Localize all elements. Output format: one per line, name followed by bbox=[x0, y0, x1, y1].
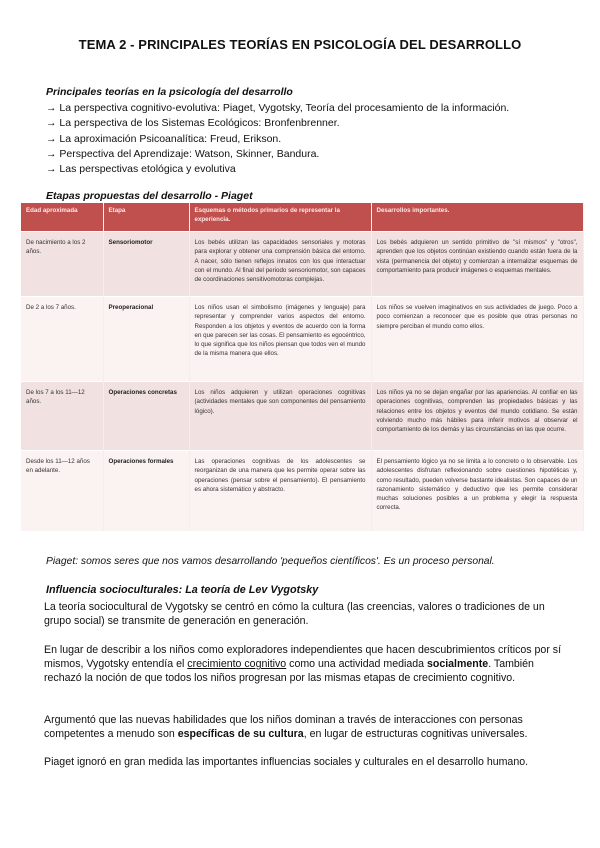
column-header: Desarrollos importantes. bbox=[371, 203, 583, 232]
list-item: → Las perspectivas etológica y evolutiva bbox=[46, 163, 236, 176]
list-item: → La aproximación Psicoanalítica: Freud, Erikson. bbox=[46, 132, 282, 145]
paragraph-text: como una actividad mediada bbox=[286, 658, 427, 671]
developments-cell: Los niños ya no se dejan engañar por las apariencias. Al confiar en las operaciones cognitivas, comprenden las propiedades básicas y las relaciones entre los objetos y eventos del mundo cotidiano. Se están volviendo mucho más hábiles para inferir motivos al observar el comportamiento de los demás y las circunstancias en las que ocurre. bbox=[371, 382, 583, 451]
theories-heading: Principales teorías en la psicología del desarrollo bbox=[46, 86, 293, 98]
piaget-caption: Piaget: somos seres que nos vamos desarrollando 'pequeños científicos'. Es un proceso personal. bbox=[46, 556, 495, 567]
bold-term: específicas de su cultura bbox=[177, 728, 304, 741]
column-header: Edad aproximada bbox=[21, 203, 103, 232]
piaget-heading: Etapas propuestas del desarrollo - Piaget bbox=[46, 190, 253, 202]
paragraph-text: . También rechazó la noción de que todos los niños progresan por las mismas etapas de crecimiento cognitivo. bbox=[44, 658, 534, 685]
paragraph-text: Argumentó que las nuevas habilidades que los niños dominan a través de interacciones con personas competentes a menudo son bbox=[44, 714, 523, 741]
theories-list bbox=[46, 101, 509, 177]
table-row bbox=[21, 382, 583, 451]
table-header-row bbox=[21, 203, 583, 232]
stage-cell: Preoperacional bbox=[103, 297, 189, 382]
age-cell: De los 7 a los 11—12 años. bbox=[21, 382, 103, 451]
vygotsky-paragraph-3 bbox=[44, 713, 564, 741]
developments-cell: Los bebés adquieren un sentido primitivo de "sí mismos" y "otros", aprenden que los objetos continúan existiendo cuando están fuera de la vista (permanencia del objeto) y comienzan a internalizar esquemas de comportamiento para producir imágenes o esquemas mentales. bbox=[371, 232, 583, 297]
table-row bbox=[21, 297, 583, 382]
document-title: TEMA 2 - PRINCIPALES TEORÍAS EN PSICOLOGÍA DEL DESARROLLO bbox=[78, 37, 522, 52]
age-cell: De nacimiento a los 2 años. bbox=[21, 232, 103, 297]
paragraph-text: , en lugar de estructuras cognitivas universales. bbox=[303, 728, 528, 741]
piaget-stages-table bbox=[21, 203, 584, 531]
developments-cell: Los niños se vuelven imaginativos en sus actividades de juego. Poco a poco comienzan a reconocer que es posible que otras personas no siempre perciban el mundo como ellos. bbox=[371, 297, 583, 382]
underlined-term: crecimiento cognitivo bbox=[187, 658, 287, 671]
list-item: → La perspectiva cognitivo-evolutiva: Piaget, Vygotsky, Teoría del procesamiento de la información. bbox=[46, 102, 510, 114]
list-item: → Perspectiva del Aprendizaje: Watson, Skinner, Bandura. bbox=[46, 147, 320, 160]
column-header: Etapa bbox=[103, 203, 189, 232]
age-cell: Desde los 11—12 años en adelante. bbox=[21, 451, 103, 532]
description-cell: Los niños adquieren y utilizan operaciones cognitivas (actividades mentales que son componentes del pensamiento lógico). bbox=[189, 382, 371, 451]
column-header: Esquemas o métodos primarios de representar la experiencia. bbox=[189, 203, 371, 232]
table-row bbox=[21, 451, 583, 532]
description-cell: Los bebés utilizan las capacidades sensoriales y motoras para explorar y obtener una comprensión básica del entorno. A nacer, sólo tienen reflejos innatos con los que interactuar con el mundo. Al final del periodo sensoriomotor, son capaces de coordinaciones sensitivomotoras complejas. bbox=[189, 232, 371, 297]
stage-cell: Operaciones formales bbox=[103, 451, 189, 532]
vygotsky-heading: Influencia socioculturales: La teoría de Lev Vygotsky bbox=[46, 584, 319, 596]
stage-cell: Operaciones concretas bbox=[103, 382, 189, 451]
bold-term: socialmente bbox=[426, 658, 489, 671]
description-cell: Las operaciones cognitivas de los adolescentes se reorganizan de una manera que les permite operar sobre las operaciones (pensar sobre el pensamiento). El pensamiento es ahora sistemático y abstracto. bbox=[189, 451, 371, 532]
description-cell: Los niños usan el simbolismo (imágenes y lenguaje) para representar y comprender varios aspectos del entorno. Responden a los objetos y eventos de acuerdo con la forma en que parecen ser las cosas. El pensamiento es egocéntrico, lo que significa que los niños piensan que todos ven el mundo de la misma manera que ellos. bbox=[189, 297, 371, 382]
stage-cell: Sensoriomotor bbox=[103, 232, 189, 297]
paragraph-text: En lugar de describir a los niños como exploradores independientes que hacen descubrimientos críticos por sí mismos, Vygotsky entendía el bbox=[44, 644, 562, 671]
vygotsky-paragraph-4: Piaget ignoró en gran medida las importantes influencias sociales y culturales en el desarrollo humano. bbox=[44, 756, 529, 768]
developments-cell: El pensamiento lógico ya no se limita a lo concreto o lo observable. Los adolescentes disfrutan reflexionando sobre cuestiones hipotéticas y, como resultado, pueden volverse bastante idealistas. Son capaces de un razonamiento sistemático y deductivo que les permite considerar muchas soluciones posibles a un problema y elegir la respuesta correcta. bbox=[371, 451, 583, 532]
table-row bbox=[21, 232, 583, 297]
list-item: → La perspectiva de los Sistemas Ecológicos: Bronfenbrenner. bbox=[46, 117, 340, 130]
vygotsky-paragraph-2 bbox=[44, 643, 564, 686]
age-cell: De 2 a los 7 años. bbox=[21, 297, 103, 382]
vygotsky-paragraph-1: La teoría sociocultural de Vygotsky se centró en cómo la cultura (las creencias, valores o tradiciones de un grupo social) se transmite de generación en generación. bbox=[44, 601, 545, 628]
